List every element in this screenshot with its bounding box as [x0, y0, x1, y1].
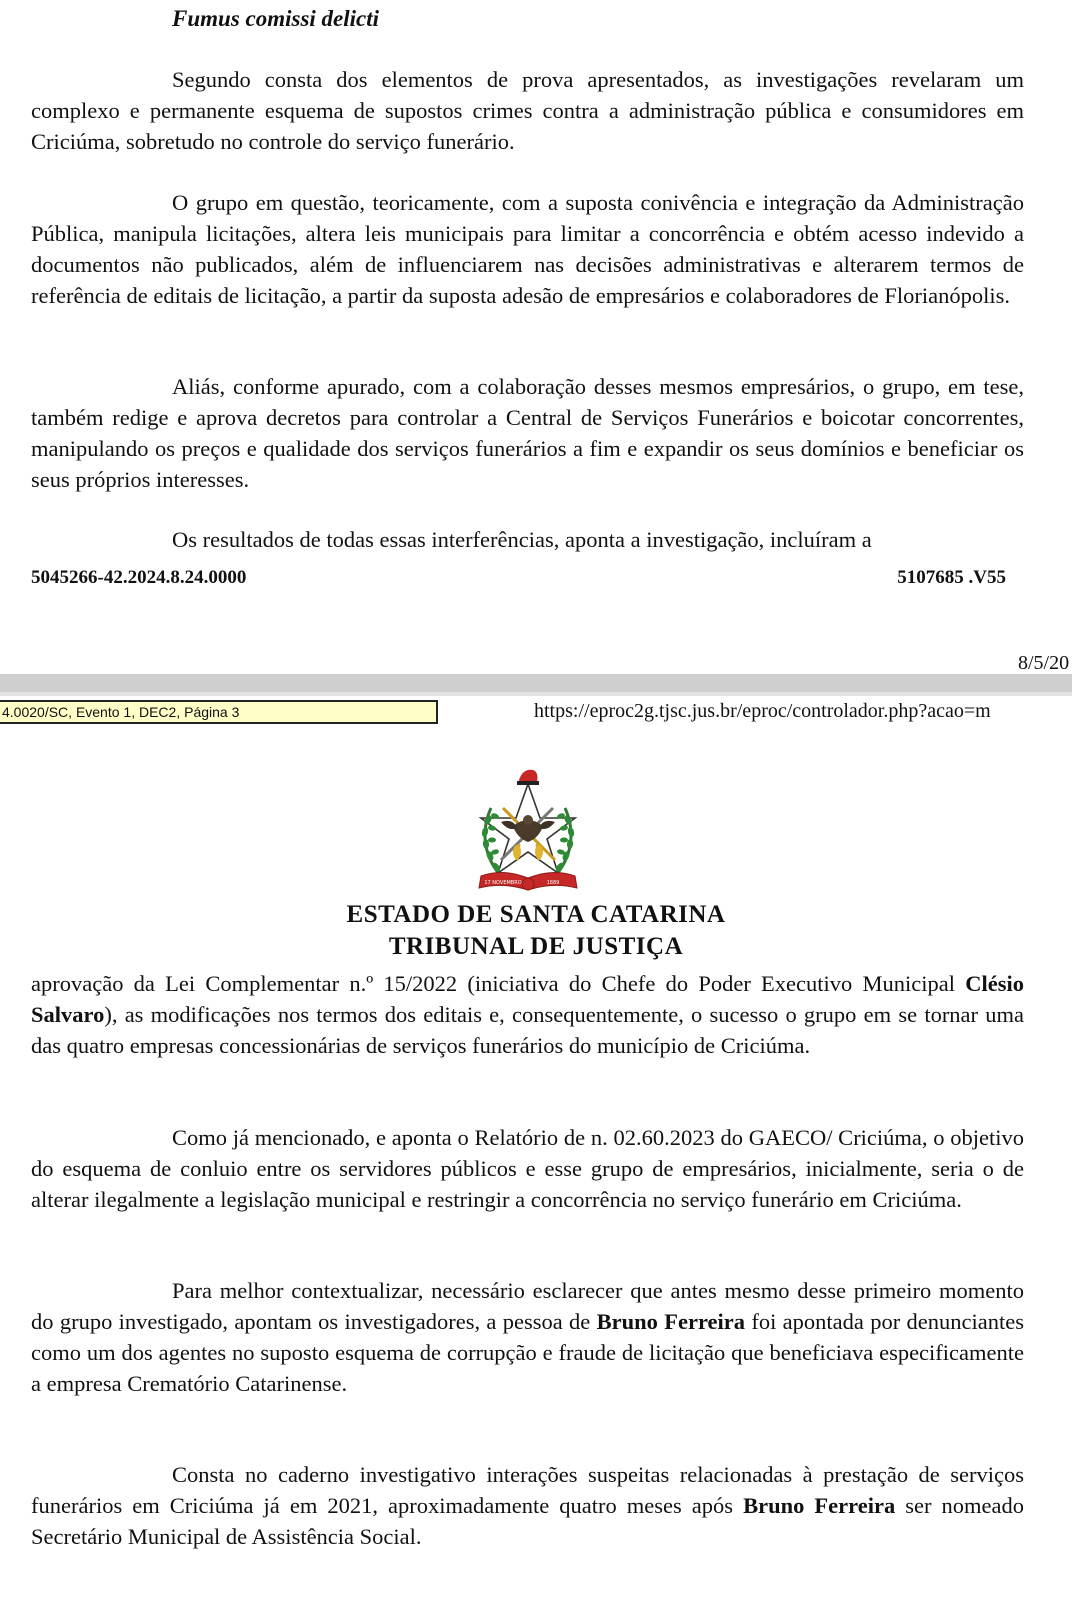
paragraph: aprovação da Lei Complementar n.º 15/2022 (iniciativa do Chefe do Poder Executivo Municipal Clésio Salvaro), as modificações nos termos dos editais e, consequentemente, o sucesso o grupo em se tornar uma das quatro empresas concessionárias de serviços funerários do município de Criciúma.	[31, 971, 1024, 1058]
document-reference-box: 4.0020/SC, Evento 1, DEC2, Página 3	[0, 700, 438, 724]
section-heading: Fumus comissi delicti	[172, 6, 380, 31]
seal-ribbon-right-text: 1889	[546, 880, 560, 886]
paragraph: Os resultados de todas essas interferências, aponta a investigação, incluíram a	[172, 527, 872, 552]
seal-ribbon-left-text: 17 NOVEMBRO	[484, 880, 522, 886]
state-title: ESTADO DE SANTA CATARINA	[346, 901, 726, 928]
paragraph: O grupo em questão, teoricamente, com a suposta conivência e integração da Administração Pública, manipula licitações, altera leis municipais para limitar a concorrência e obtém acesso indevido a documentos não publicados, além de influenciarem nas decisões administrativas e alterarem termos de referência de editais de licitação, a partir da suposta adesão de empresários e colaboradores de Florianópolis.	[31, 190, 1024, 308]
page-separator	[0, 674, 1072, 692]
paragraph: Para melhor contextualizar, necessário esclarecer que antes mesmo desse primeiro momento do grupo investigado, apontam os investigadores, a pessoa de Bruno Ferreira foi apontada por denunciantes como um dos agentes no suposto esquema de corrupção e fraude de licitação que beneficiava especificamente a empresa Crematório Catarinense.	[31, 1278, 1024, 1396]
print-date: 8/5/20	[1018, 652, 1070, 674]
document-url: https://eproc2g.tjsc.jus.br/eproc/controlador.php?acao=m	[534, 700, 991, 722]
court-title: TRIBUNAL DE JUSTIÇA	[388, 933, 684, 960]
process-number: 5045266-42.2024.8.24.0000	[31, 567, 247, 588]
coat-of-arms-seal	[473, 768, 583, 896]
page-separator-shadow	[0, 692, 1072, 696]
document-code: 5107685 .V55	[897, 567, 1006, 588]
paragraph: Como já mencionado, e aponta o Relatório de n. 02.60.2023 do GAECO/ Criciúma, o objetivo do esquema de conluio entre os servidores públicos e esse grupo de empresários, inicialmente, seria o de alterar ilegalmente a legislação municipal e restringir a concorrência no serviço funerário em Criciúma.	[31, 1125, 1024, 1212]
paragraph: Consta no caderno investigativo interações suspeitas relacionadas à prestação de serviços funerários em Criciúma já em 2021, aproximadamente quatro meses após Bruno Ferreira ser nomeado Secretário Municipal de Assistência Social.	[31, 1462, 1024, 1549]
paragraph: Segundo consta dos elementos de prova apresentados, as investigações revelaram um complexo e permanente esquema de supostos crimes contra a administração pública e consumidores em Criciúma, sobretudo no controle do serviço funerário.	[31, 67, 1024, 154]
paragraph: Aliás, conforme apurado, com a colaboração desses mesmos empresários, o grupo, em tese, também redige e aprova decretos para controlar a Central de Serviços Funerários e boicotar concorrentes, manipulando os preços e qualidade dos serviços funerários a fim e expandir os seus domínios e beneficiar os seus próprios interesses.	[31, 374, 1024, 492]
